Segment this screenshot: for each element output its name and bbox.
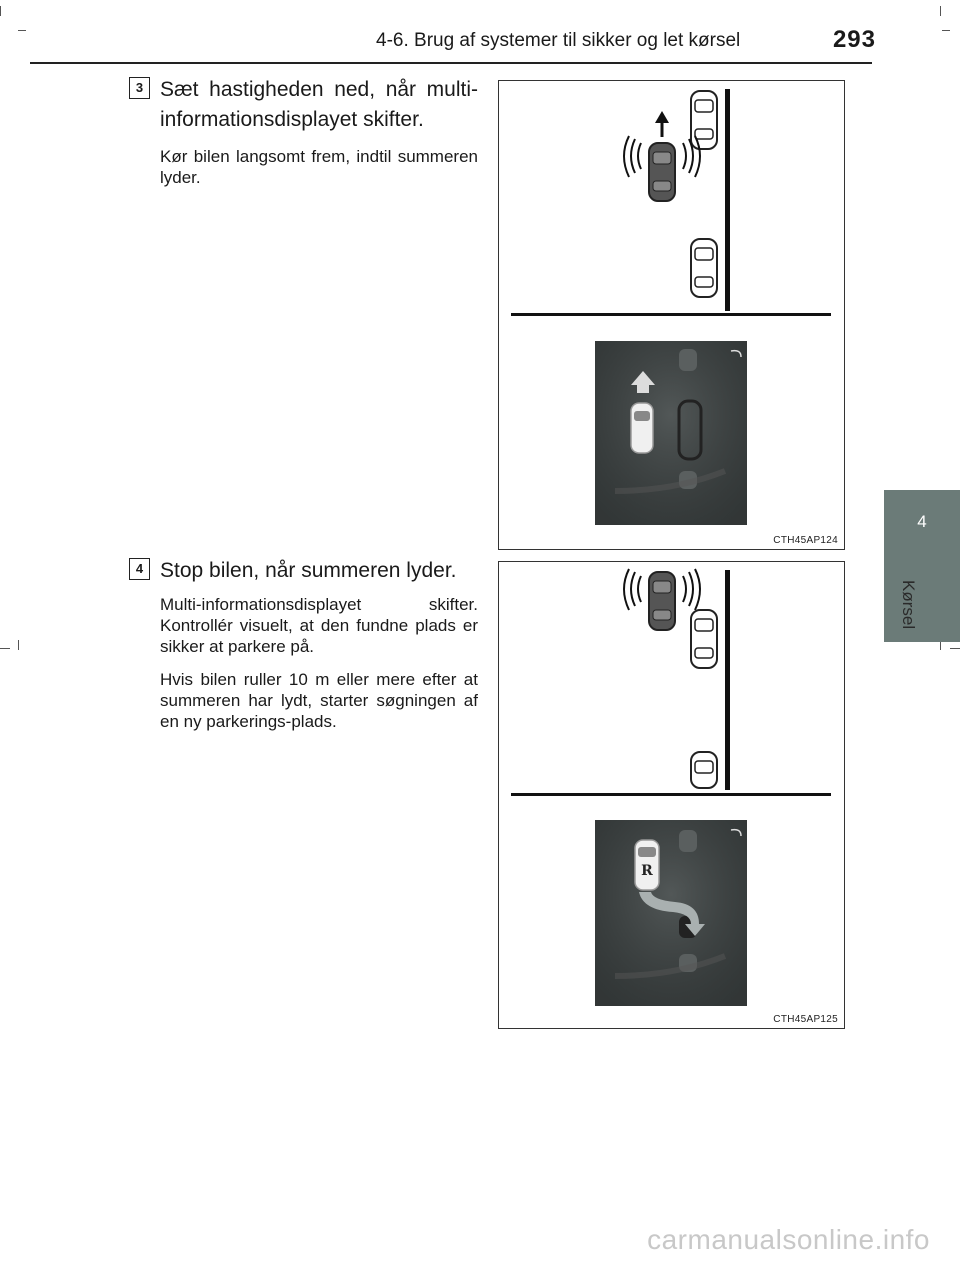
crop-mark (0, 6, 1, 16)
step-number-box: 4 (129, 558, 150, 580)
header-rule (30, 62, 872, 64)
step-paragraph: Hvis bilen ruller 10 m eller mere efter at summeren har lydt, starter søgningen af en ny parkerings-plads. (160, 670, 478, 731)
crop-mark (0, 648, 10, 649)
figure-code: CTH45AP124 (773, 535, 838, 546)
parked-car-icon (691, 610, 717, 668)
crop-mark (950, 648, 960, 649)
illustration-stop (498, 561, 845, 1029)
page-number: 293 (832, 26, 876, 53)
crop-mark (942, 30, 950, 31)
moving-car-icon (649, 143, 675, 201)
curb-line (725, 89, 730, 311)
parking-diagram (499, 562, 844, 1028)
step-body (160, 146, 478, 200)
illustration-search (498, 80, 845, 550)
page-header (376, 26, 876, 60)
step-paragraph: Multi-informationsdisplayet skifter. Kontrollér visuelt, at den fundne plads er sikker at parkere på. (160, 595, 478, 656)
parked-car-icon (691, 91, 717, 149)
crop-mark (18, 30, 26, 31)
multi-info-display (595, 820, 747, 1006)
parked-car-icon (691, 752, 717, 788)
gear-r-label: R (641, 863, 653, 879)
step-number-box: 3 (129, 77, 150, 99)
step-title: Stop bilen, når summeren lyder. (160, 559, 457, 582)
section-title: 4-6. Brug af systemer til sikker og let kørsel (376, 30, 741, 51)
chapter-label: Kørsel (899, 580, 918, 630)
multi-info-display (595, 341, 747, 525)
crop-mark (18, 640, 19, 650)
step-title: Sæt hastigheden ned, når multi-informationsdisplayet skifter. (160, 78, 478, 131)
chapter-number: 4 (917, 512, 927, 531)
step-paragraph: Kør bilen langsomt frem, indtil summeren lyder. (160, 147, 478, 187)
step-body (160, 594, 478, 744)
watermark: carmanualsonline.info (647, 1224, 930, 1255)
divider-line (511, 793, 831, 796)
parked-car-icon (691, 239, 717, 297)
vehicle-icon (631, 403, 653, 453)
parking-diagram (499, 81, 844, 549)
curb-line (725, 570, 730, 790)
figure-code: CTH45AP125 (773, 1014, 838, 1025)
divider-line (511, 313, 831, 316)
crop-mark (940, 6, 941, 16)
moving-car-icon (649, 572, 675, 630)
